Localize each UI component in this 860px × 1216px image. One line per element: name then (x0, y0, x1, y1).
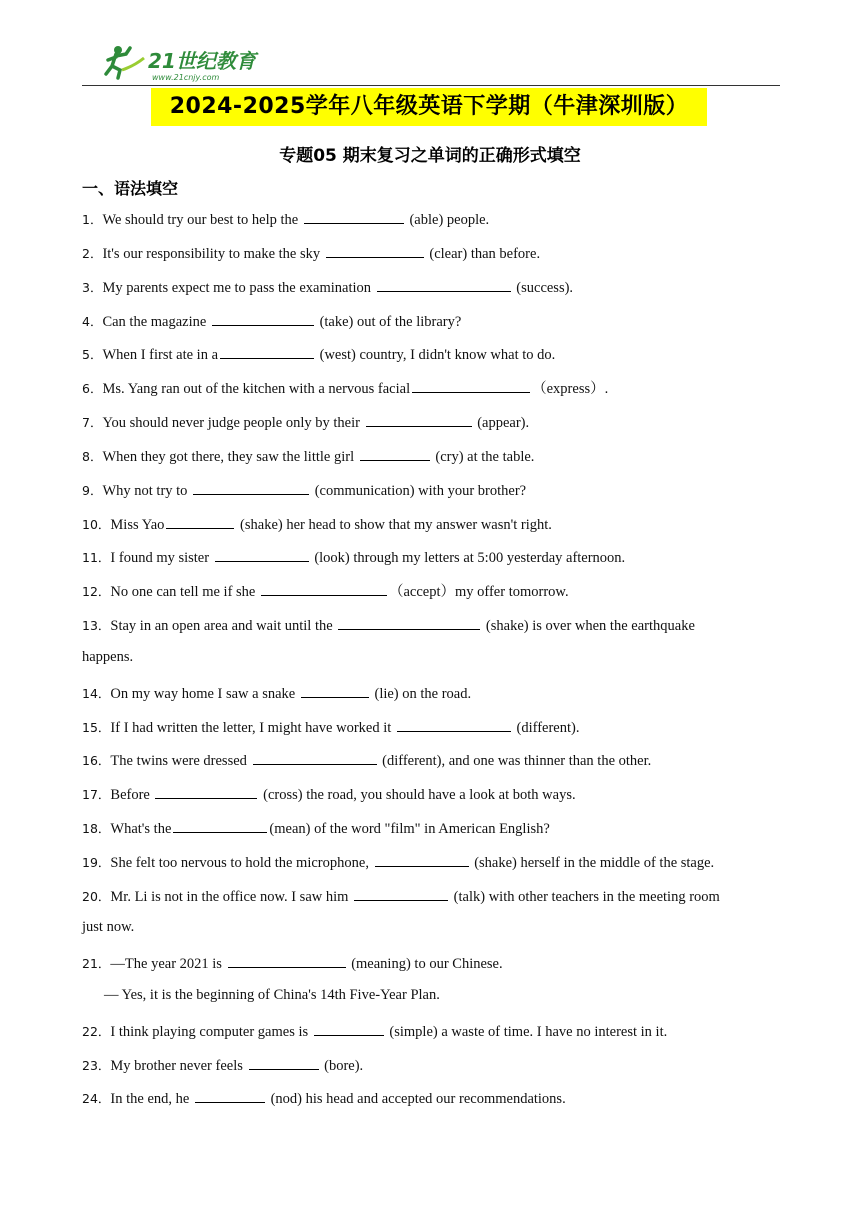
answer-blank[interactable] (314, 1020, 384, 1036)
question-text: On my way home I saw a snake (110, 686, 299, 702)
word-hint: (communication) with your brother? (311, 483, 527, 499)
question-text: No one can tell me if she (110, 584, 259, 600)
answer-blank[interactable] (338, 614, 480, 630)
question-text: In the end, he (110, 1091, 193, 1107)
word-hint: (west) country, I didn't know what to do. (316, 347, 556, 363)
question-text: Mr. Li is not in the office now. I saw him (110, 889, 353, 905)
question-number: 22． (82, 1024, 111, 1039)
word-hint: (take) out of the library? (315, 314, 462, 330)
runner-logo-icon (104, 44, 264, 84)
question-number: 3． (82, 280, 103, 295)
answer-blank[interactable] (304, 208, 404, 224)
question-18 (82, 817, 550, 838)
word-hint: (success). (512, 280, 574, 296)
question-24 (82, 1087, 566, 1108)
question-number: 4． (82, 314, 103, 329)
question-21-continuation: — Yes, it is the beginning of China's 14th Five-Year Plan. (104, 987, 440, 1003)
question-number: 18． (82, 821, 111, 836)
question-9 (82, 479, 526, 500)
answer-blank[interactable] (166, 513, 234, 529)
answer-blank[interactable] (360, 445, 430, 461)
answer-blank[interactable] (195, 1087, 265, 1103)
word-hint: (shake) her head to show that my answer wasn't right. (236, 517, 552, 533)
question-text: If I had written the letter, I might have worked it (110, 720, 395, 736)
question-2 (82, 242, 540, 263)
question-text: She felt too nervous to hold the microphone, (110, 855, 373, 871)
question-17 (82, 783, 576, 804)
question-number: 10． (82, 517, 111, 532)
question-number: 2． (82, 246, 103, 261)
word-hint: (clear) than before. (425, 246, 541, 262)
word-hint: (lie) on the road. (370, 686, 472, 702)
question-15 (82, 716, 579, 737)
question-number: 23． (82, 1058, 111, 1073)
question-number: 24． (82, 1091, 111, 1106)
answer-blank[interactable] (215, 546, 309, 562)
svg-text:www.21cnjy.com: www.21cnjy.com (152, 73, 220, 82)
question-text: My parents expect me to pass the examination (102, 280, 375, 296)
question-text: When I first ate in a (102, 347, 218, 363)
word-hint: （express）. (532, 381, 609, 397)
answer-blank[interactable] (253, 749, 377, 765)
answer-blank[interactable] (354, 885, 448, 901)
logo-21cnjy (104, 44, 264, 84)
question-text: Stay in an open area and wait until the (110, 618, 337, 634)
question-text: Before (110, 787, 154, 803)
answer-blank[interactable] (397, 716, 511, 732)
word-hint: (appear). (473, 415, 530, 431)
question-number: 8． (82, 449, 103, 464)
question-number: 7． (82, 415, 103, 430)
question-number: 5． (82, 347, 103, 362)
question-number: 6． (82, 381, 103, 396)
question-21 (82, 952, 503, 973)
question-text: I think playing computer games is (110, 1024, 312, 1040)
question-text: You should never judge people only by their (102, 415, 364, 431)
question-text: What's the (110, 821, 172, 837)
question-10 (82, 513, 552, 534)
question-23 (82, 1054, 363, 1075)
answer-blank[interactable] (301, 682, 369, 698)
question-number: 14． (82, 686, 111, 701)
question-1 (82, 208, 489, 229)
question-number: 16． (82, 753, 111, 768)
answer-blank[interactable] (212, 310, 314, 326)
question-11 (82, 546, 625, 567)
answer-blank[interactable] (173, 817, 267, 833)
word-hint: (look) through my letters at 5:00 yesterday afternoon. (310, 550, 626, 566)
question-16 (82, 749, 651, 770)
question-8 (82, 445, 534, 466)
question-22 (82, 1020, 667, 1041)
question-6 (82, 377, 608, 398)
question-text: Why not try to (102, 483, 192, 499)
question-number: 19． (82, 855, 111, 870)
answer-blank[interactable] (412, 377, 530, 393)
word-hint: (cross) the road, you should have a look at both ways. (259, 787, 576, 803)
answer-blank[interactable] (220, 343, 314, 359)
word-hint: (cry) at the table. (431, 449, 535, 465)
question-text: Miss Yao (110, 517, 165, 533)
answer-blank[interactable] (326, 242, 424, 258)
question-text: My brother never feels (110, 1058, 247, 1074)
question-number: 21． (82, 956, 111, 971)
question-7 (82, 411, 529, 432)
question-text: We should try our best to help the (102, 212, 302, 228)
question-number: 9． (82, 483, 103, 498)
word-hint: (bore). (320, 1058, 364, 1074)
answer-blank[interactable] (228, 952, 346, 968)
answer-blank[interactable] (375, 851, 469, 867)
question-text: I found my sister (110, 550, 213, 566)
answer-blank[interactable] (249, 1054, 319, 1070)
answer-blank[interactable] (377, 276, 511, 292)
question-text: —The year 2021 is (110, 956, 226, 972)
answer-blank[interactable] (155, 783, 257, 799)
question-number: 12． (82, 584, 111, 599)
question-12 (82, 580, 569, 601)
question-number: 11． (82, 550, 111, 565)
question-number: 1． (82, 212, 103, 227)
question-text: The twins were dressed (110, 753, 251, 769)
word-hint: (different). (512, 720, 580, 736)
document-title: 2024-2025学年八年级英语下学期（牛津深圳版） (151, 88, 707, 126)
answer-blank[interactable] (193, 479, 309, 495)
question-4 (82, 310, 461, 331)
question-number: 17． (82, 787, 111, 802)
word-hint: (meaning) to our Chinese. (347, 956, 503, 972)
word-hint: (shake) herself in the middle of the stage. (470, 855, 715, 871)
question-text: When they got there, they saw the little girl (102, 449, 358, 465)
question-number: 13． (82, 618, 111, 633)
svg-text:21世纪教育: 21世纪教育 (148, 49, 256, 73)
word-hint: (able) people. (405, 212, 490, 228)
word-hint: (shake) is over when the earthquake (482, 618, 695, 634)
question-20 (82, 885, 720, 906)
question-text: It's our responsibility to make the sky (102, 246, 324, 262)
question-13-continuation: happens. (82, 649, 134, 665)
header-rule (82, 85, 780, 86)
section-heading: 一、语法填空 (82, 179, 179, 198)
answer-blank[interactable] (366, 411, 472, 427)
question-text: Can the magazine (102, 314, 210, 330)
word-hint: (different), and one was thinner than the other. (378, 753, 652, 769)
word-hint: (mean) of the word "film" in American English? (269, 821, 550, 837)
question-3 (82, 276, 573, 297)
question-13 (82, 614, 695, 635)
answer-blank[interactable] (261, 580, 387, 596)
question-5 (82, 343, 555, 364)
word-hint: (simple) a waste of time. I have no interest in it. (385, 1024, 668, 1040)
word-hint: (nod) his head and accepted our recommendations. (266, 1091, 566, 1107)
word-hint: （accept）my offer tomorrow. (388, 584, 569, 600)
question-text: Ms. Yang ran out of the kitchen with a nervous facial (102, 381, 411, 397)
question-19 (82, 851, 714, 872)
question-14 (82, 682, 471, 703)
word-hint: (talk) with other teachers in the meeting room (450, 889, 720, 905)
document-subtitle: 专题05 期末复习之单词的正确形式填空 (279, 146, 581, 166)
question-number: 15． (82, 720, 111, 735)
question-number: 20． (82, 889, 111, 904)
question-20-continuation: just now. (82, 919, 135, 935)
